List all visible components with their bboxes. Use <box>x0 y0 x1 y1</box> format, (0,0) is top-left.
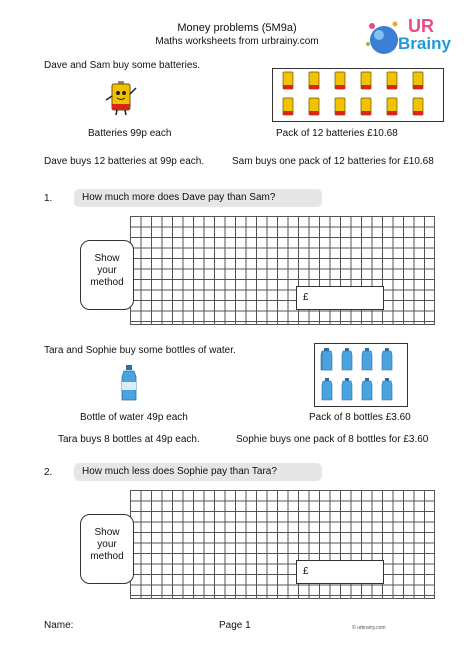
battery-pack-icon <box>273 69 443 121</box>
logo-text-brainy: Brainy <box>398 34 451 53</box>
name-label: Name: <box>44 620 74 631</box>
working-grid-1[interactable] <box>130 216 435 325</box>
battery-pack-box <box>272 68 444 122</box>
show-method-box-1 <box>80 240 134 310</box>
battery-single-caption: Batteries 99p each <box>88 128 172 139</box>
question1-bar <box>74 189 322 207</box>
question1-number: 1. <box>44 193 53 204</box>
battery-pack-caption: Pack of 12 batteries £10.68 <box>276 128 398 139</box>
battery-single-image <box>104 80 138 116</box>
page-number: Page 1 <box>219 620 251 631</box>
bottle-single-caption: Bottle of water 49p each <box>80 412 188 423</box>
urbrainy-logo <box>362 14 458 60</box>
water-bottle-icon <box>118 364 140 402</box>
bottle-pack-caption: Pack of 8 bottles £3.60 <box>309 412 411 423</box>
sam-statement: Sam buys one pack of 12 batteries for £10.68 <box>232 156 434 167</box>
show-method-box-2 <box>80 514 134 584</box>
section1-intro: Dave and Sam buy some batteries. <box>44 60 201 71</box>
page-subtitle: Maths worksheets from urbrainy.com <box>155 36 319 47</box>
sophie-statement: Sophie buys one pack of 8 bottles for £3.60 <box>236 434 429 445</box>
currency-symbol-1: £ <box>303 292 309 303</box>
currency-symbol-2: £ <box>303 566 309 577</box>
answer-box-2[interactable] <box>296 560 384 584</box>
show-method-label-1: Show your method <box>90 253 124 288</box>
logo-text-ur: UR <box>408 16 434 36</box>
question1-text: How much more does Dave pay than Sam? <box>82 192 276 203</box>
question2-number: 2. <box>44 467 53 478</box>
tara-statement: Tara buys 8 bottles at 49p each. <box>58 434 200 445</box>
battery-icon <box>104 80 138 116</box>
dave-statement: Dave buys 12 batteries at 99p each. <box>44 156 205 167</box>
working-grid-2[interactable] <box>130 490 435 599</box>
question2-bar <box>74 463 322 481</box>
copyright-text: © urbrainy.com <box>352 625 386 631</box>
show-method-label-2: Show your method <box>90 527 124 562</box>
bottle-single-image <box>118 364 140 402</box>
answer-box-1[interactable] <box>296 286 384 310</box>
bottle-pack-icon <box>315 344 407 406</box>
section2-intro: Tara and Sophie buy some bottles of water. <box>44 345 236 356</box>
bottle-pack-box <box>314 343 408 407</box>
question2-text: How much less does Sophie pay than Tara? <box>82 466 277 477</box>
page-title: Money problems (5M9a) <box>177 22 297 34</box>
